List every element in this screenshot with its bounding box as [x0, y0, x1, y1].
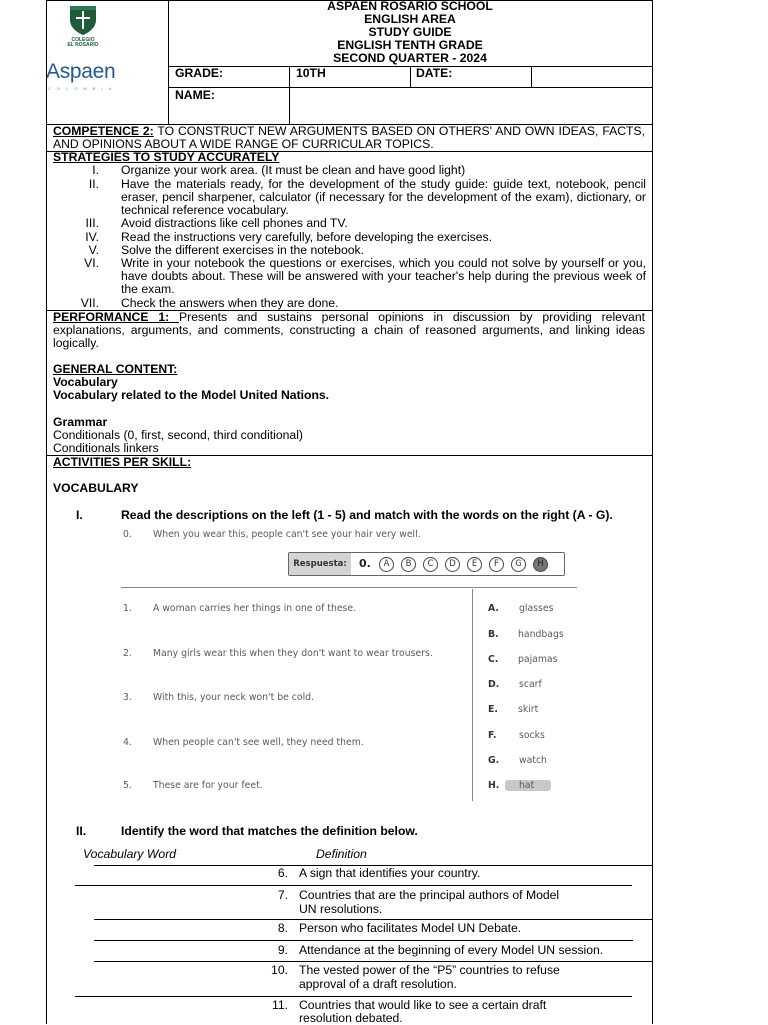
grammar-item: Conditionals (0, first, second, third conditional) — [53, 428, 303, 442]
strategy-text: Write in your notebook the questions or exercises, which you could not solve by yourself or you, have doubts about. These will be answered with your teacher's help during the previous week of the exam. — [121, 256, 646, 297]
definition-text: The vested power of the “P5” countries to refuse — [299, 963, 560, 977]
definition-text: Attendance at the beginning of every Model UN session. — [299, 943, 604, 957]
exercise-1-instruction: Read the descriptions on the left (1 - 5) and match with the words on the right (A - G). — [121, 508, 613, 522]
answer-letter: B. — [488, 629, 499, 640]
option-circle-c[interactable]: C — [423, 557, 438, 572]
question-text: Many girls wear this when they don't want to wear trousers. — [153, 648, 433, 659]
answer-letter: D. — [488, 679, 500, 690]
question-number: 1. — [123, 603, 132, 614]
definition-row-line — [94, 961, 653, 962]
page-border-left — [46, 0, 47, 1024]
answer-letter: F. — [488, 730, 497, 741]
strategy-text: Solve the different exercises in the notebook. — [121, 243, 364, 257]
strategy-num: VI. — [84, 256, 99, 270]
strategy-num: I. — [92, 163, 99, 177]
strategy-num: V. — [88, 243, 99, 257]
matching-exercise-image — [113, 527, 585, 801]
name-row-top — [168, 87, 653, 88]
column-definition: Definition — [316, 847, 367, 861]
strategy-text: Read the instructions very carefully, before developing the exercises. — [121, 230, 493, 244]
option-circle-f[interactable]: F — [489, 557, 504, 572]
doc-type: STUDY GUIDE — [368, 25, 452, 39]
grade-value: 10TH — [296, 66, 326, 80]
exercise-2-number: II. — [76, 824, 87, 838]
definition-text: A sign that identifies your country. — [299, 866, 481, 880]
page-border-right — [652, 0, 653, 1024]
term-title: SECOND QUARTER - 2024 — [333, 51, 487, 65]
answer-box-label: Respuesta: — [289, 553, 351, 575]
strategy-text: Avoid distractions like cell phones and TV. — [121, 216, 348, 230]
strategy-text: Organize your work area. (It must be clean and have good light) — [121, 163, 466, 177]
performance-label: PERFORMANCE 1: — [53, 310, 179, 324]
example-text: When you wear this, people can't see your hair very well. — [153, 529, 421, 540]
example-number: 0. — [123, 529, 132, 540]
definition-row-line — [94, 919, 653, 920]
definition-text-continued: resolution debated. — [299, 1011, 403, 1025]
vocab-heading: Vocabulary — [53, 375, 118, 389]
date-value-divider — [531, 66, 532, 87]
question-number: 5. — [123, 780, 132, 791]
brand-logo-text: Aspaen — [46, 60, 116, 83]
definition-text: Countries that are the principal authors of Model — [299, 888, 560, 902]
option-circle-e[interactable]: E — [467, 557, 482, 572]
definition-number: 10. — [271, 963, 288, 977]
vocabulary-section-title: VOCABULARY — [53, 481, 139, 495]
performance-text: Presents and sustains personal opinions in discussion by providing relevant explanations, arguments, and comments, constructing a chain of reasoned arguments, and linking ideas logically. — [53, 310, 645, 351]
question-text: A woman carries her things in one of these. — [153, 603, 357, 614]
definition-number: 7. — [277, 888, 288, 902]
option-circle-b[interactable]: B — [401, 557, 416, 572]
definition-row-line — [94, 940, 633, 941]
grade-label: GRADE: — [175, 66, 224, 80]
column-vocabulary-word: Vocabulary Word — [83, 847, 177, 861]
definition-text: Person who facilitates Model UN Debate. — [299, 921, 522, 935]
definition-text-continued: approval of a draft resolution. — [299, 977, 457, 991]
date-label: DATE: — [416, 66, 453, 80]
matching-column-divider — [472, 589, 473, 801]
question-text: These are for your feet. — [153, 780, 263, 791]
definition-number: 11. — [271, 998, 288, 1012]
strategies-heading: STRATEGIES TO STUDY ACCURATELY — [53, 150, 280, 164]
answer-letter: C. — [488, 654, 499, 665]
general-content-heading: GENERAL CONTENT: — [53, 362, 178, 376]
answer-box — [288, 552, 565, 576]
grade-col-divider — [289, 66, 290, 124]
grammar-item: Conditionals linkers — [53, 441, 159, 455]
question-text: When people can't see well, they need them. — [153, 737, 364, 748]
exercise-2-instruction: Identify the word that matches the definition below. — [121, 824, 418, 838]
answer-word: hat — [519, 780, 535, 791]
strategy-num: VII. — [80, 296, 99, 310]
strategy-num: III. — [85, 216, 99, 230]
question-text: With this, your neck won't be cold. — [153, 692, 315, 703]
performance-block — [53, 311, 645, 351]
competence-text: TO CONSTRUCT NEW ARGUMENTS BASED ON OTHERS' AND OWN IDEAS, FACTS, AND OPINIONS ABOUT A WIDE RANGE OF CURRICULAR TOPICS. — [53, 124, 645, 152]
vocab-item: Vocabulary related to the Model United Nations. — [53, 388, 330, 402]
date-col-divider — [410, 66, 411, 87]
definition-row-line — [75, 885, 632, 886]
logo-school-line2: EL ROSARIO — [67, 42, 99, 48]
school-shield-icon — [68, 4, 98, 36]
answer-word: handbags — [518, 629, 564, 640]
answer-box-number: 0. — [359, 557, 371, 570]
strategy-text: Check the answers when they are done. — [121, 296, 339, 310]
question-number: 2. — [123, 648, 132, 659]
exercise-1-number: I. — [76, 508, 83, 522]
answer-word: socks — [519, 730, 545, 741]
answer-letter: A. — [488, 603, 499, 614]
definition-number: 6. — [277, 866, 288, 880]
option-circle-d[interactable]: D — [445, 557, 460, 572]
answer-word: skirt — [518, 704, 539, 715]
answer-word: pajamas — [518, 654, 558, 665]
definition-number: 9. — [277, 943, 288, 957]
question-number: 4. — [123, 737, 132, 748]
matching-divider-line — [121, 587, 577, 588]
competence-block — [53, 125, 645, 151]
activities-heading: ACTIVITIES PER SKILL: — [53, 455, 192, 469]
question-number: 3. — [123, 692, 132, 703]
grade-title: ENGLISH TENTH GRADE — [337, 38, 483, 52]
definition-number: 8. — [277, 921, 288, 935]
option-circle-a[interactable]: A — [379, 557, 394, 572]
answer-word: glasses — [519, 603, 554, 614]
grammar-heading: Grammar — [53, 415, 108, 429]
answer-letter: H. — [488, 780, 500, 791]
definition-text: Countries that would like to see a certain draft — [299, 998, 547, 1012]
strategy-text: Have the materials ready, for the development of the study guide: guide text, notebook, pencil eraser, pencil sharpener, calculator (if necessary for the development of the exam), dictionary, or technical reference vocabulary. — [121, 177, 646, 218]
option-circle-h-selected[interactable]: H — [533, 557, 548, 572]
name-label: NAME: — [175, 88, 215, 102]
logo-school-line1: COLEGIO — [71, 37, 95, 43]
answer-letter: G. — [488, 755, 500, 766]
strategy-num: II. — [88, 177, 99, 191]
option-circle-g[interactable]: G — [511, 557, 526, 572]
definition-text-continued: UN resolutions. — [299, 902, 383, 916]
answer-word: watch — [519, 755, 547, 766]
strategy-num: IV. — [85, 230, 99, 244]
area-name: ENGLISH AREA — [364, 12, 456, 26]
school-name: ASPAEN ROSARIO SCHOOL — [327, 0, 493, 13]
definition-row-line — [75, 996, 632, 997]
brand-sub-text: COLOMBIA — [48, 86, 118, 91]
answer-word: scarf — [519, 679, 542, 690]
answer-letter: E. — [488, 704, 498, 715]
competence-label: COMPETENCE 2: — [53, 124, 154, 138]
